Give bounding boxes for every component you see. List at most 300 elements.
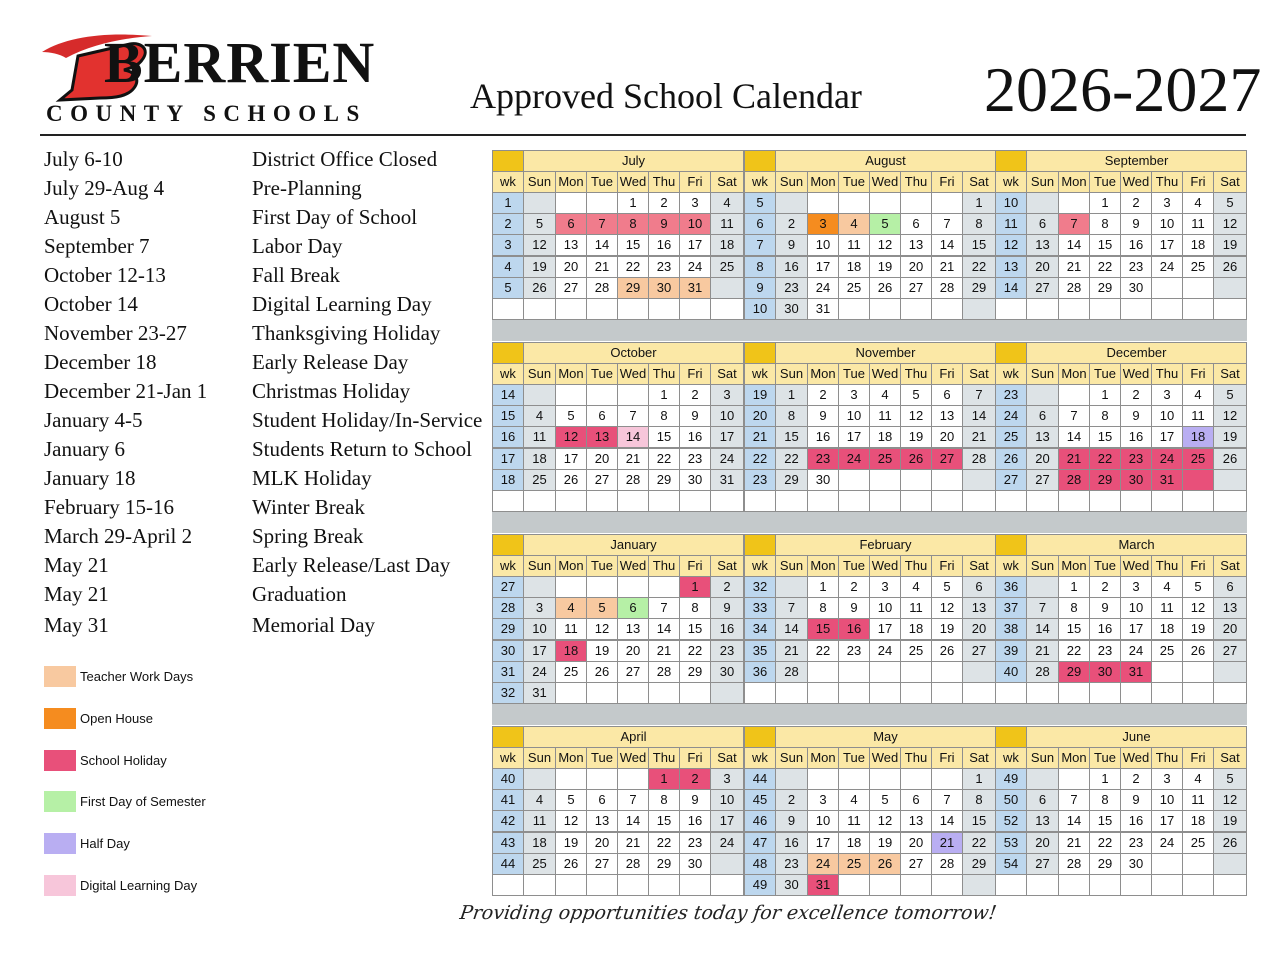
day-header: Thu xyxy=(1151,363,1183,385)
day-cell xyxy=(869,469,901,491)
day-cell: 3 xyxy=(710,384,744,406)
day-cell: 2 xyxy=(1089,576,1121,598)
day-cell: 14 xyxy=(648,618,680,640)
week-number: 14 xyxy=(492,384,524,406)
day-header: Wed xyxy=(1120,171,1152,193)
wk-column-header xyxy=(995,342,1027,364)
day-cell xyxy=(1120,682,1152,704)
week-number: 50 xyxy=(995,789,1027,811)
event-row xyxy=(44,204,484,232)
day-cell xyxy=(931,490,963,512)
day-cell: 5 xyxy=(900,384,932,406)
day-header: Fri xyxy=(679,171,711,193)
day-cell: 22 xyxy=(1089,256,1121,278)
day-header: Sun xyxy=(523,747,556,769)
day-cell: 15 xyxy=(679,618,711,640)
day-cell: 21 xyxy=(1058,448,1090,470)
week-number: 34 xyxy=(744,618,776,640)
event-name: MLK Holiday xyxy=(252,466,372,490)
day-cell xyxy=(523,874,556,896)
day-cell: 29 xyxy=(1089,469,1121,491)
day-header: Thu xyxy=(1151,171,1183,193)
day-cell: 5 xyxy=(555,405,587,427)
day-cell: 1 xyxy=(1089,768,1121,790)
day-cell: 25 xyxy=(1151,640,1183,662)
day-cell xyxy=(1089,298,1121,320)
day-cell: 29 xyxy=(1058,661,1090,683)
day-cell: 27 xyxy=(555,277,587,299)
day-cell: 23 xyxy=(679,832,711,854)
day-cell: 6 xyxy=(900,213,932,235)
day-header: Wed xyxy=(869,555,901,577)
week-number: 49 xyxy=(995,768,1027,790)
day-cell: 31 xyxy=(523,682,556,704)
day-cell xyxy=(807,661,839,683)
day-cell: 29 xyxy=(962,853,996,875)
day-cell: 18 xyxy=(710,234,744,256)
day-cell: 19 xyxy=(900,426,932,448)
day-cell: 6 xyxy=(586,789,618,811)
day-header: Tue xyxy=(1089,555,1121,577)
day-cell xyxy=(869,661,901,683)
week-number: 12 xyxy=(995,234,1027,256)
day-cell: 18 xyxy=(1151,618,1183,640)
day-cell: 4 xyxy=(710,192,744,214)
day-header: wk xyxy=(744,171,776,193)
month-name: August xyxy=(775,150,996,172)
day-cell: 21 xyxy=(931,256,963,278)
event-row xyxy=(44,233,484,261)
day-header: wk xyxy=(492,363,524,385)
day-cell: 25 xyxy=(1182,448,1214,470)
day-cell xyxy=(586,298,618,320)
day-cell: 20 xyxy=(1026,448,1059,470)
day-header: Mon xyxy=(807,555,839,577)
day-cell: 19 xyxy=(1182,618,1214,640)
day-cell: 12 xyxy=(869,810,901,832)
day-cell: 28 xyxy=(1058,853,1090,875)
day-cell: 29 xyxy=(962,277,996,299)
day-cell xyxy=(1213,469,1247,491)
day-header: Wed xyxy=(869,363,901,385)
day-cell: 22 xyxy=(1089,448,1121,470)
day-cell: 6 xyxy=(586,405,618,427)
logo-name: BERRIEN xyxy=(104,30,376,95)
day-cell: 28 xyxy=(1058,277,1090,299)
day-cell xyxy=(679,298,711,320)
day-cell: 24 xyxy=(710,448,744,470)
week-number: 13 xyxy=(995,256,1027,278)
week-number: 11 xyxy=(995,213,1027,235)
event-row xyxy=(44,146,484,174)
day-cell xyxy=(1089,490,1121,512)
day-header: Sun xyxy=(523,171,556,193)
day-cell: 8 xyxy=(1089,789,1121,811)
day-cell: 8 xyxy=(648,405,680,427)
day-cell: 8 xyxy=(775,405,808,427)
wk-column-header xyxy=(744,534,776,556)
day-cell: 27 xyxy=(962,640,996,662)
day-header: Fri xyxy=(1182,363,1214,385)
day-cell: 25 xyxy=(710,256,744,278)
day-cell xyxy=(931,874,963,896)
day-cell: 19 xyxy=(869,256,901,278)
day-cell: 15 xyxy=(962,810,996,832)
day-cell xyxy=(838,298,870,320)
day-cell: 20 xyxy=(900,256,932,278)
day-cell: 13 xyxy=(617,618,649,640)
day-cell: 5 xyxy=(523,213,556,235)
day-cell: 28 xyxy=(617,469,649,491)
day-cell: 4 xyxy=(1182,768,1214,790)
day-cell: 26 xyxy=(586,661,618,683)
day-header: Sat xyxy=(1213,363,1247,385)
event-date: July 6-10 xyxy=(44,147,123,171)
event-name: Early Release/Last Day xyxy=(252,553,451,577)
day-cell: 30 xyxy=(1089,661,1121,683)
day-header: Sat xyxy=(962,363,996,385)
legend-swatch xyxy=(44,708,76,729)
day-cell xyxy=(523,768,556,790)
day-header: Mon xyxy=(807,363,839,385)
day-cell: 15 xyxy=(648,426,680,448)
day-header: Tue xyxy=(1089,171,1121,193)
day-cell: 23 xyxy=(1120,448,1152,470)
day-cell: 10 xyxy=(710,789,744,811)
day-cell: 14 xyxy=(775,618,808,640)
day-header: Fri xyxy=(931,555,963,577)
day-cell: 3 xyxy=(838,384,870,406)
day-cell: 23 xyxy=(1120,832,1152,854)
day-cell: 7 xyxy=(1058,789,1090,811)
day-cell xyxy=(710,853,744,875)
day-cell xyxy=(1182,874,1214,896)
day-header: Thu xyxy=(900,555,932,577)
day-cell: 17 xyxy=(523,640,556,662)
week-number: 9 xyxy=(744,277,776,299)
day-cell xyxy=(1120,874,1152,896)
day-cell: 27 xyxy=(1026,277,1059,299)
week-number: 33 xyxy=(744,597,776,619)
day-cell: 18 xyxy=(523,448,556,470)
day-cell: 21 xyxy=(617,448,649,470)
day-cell: 30 xyxy=(775,874,808,896)
day-cell xyxy=(1026,576,1059,598)
day-cell xyxy=(1182,661,1214,683)
week-number: 41 xyxy=(492,789,524,811)
week-number: 16 xyxy=(492,426,524,448)
day-header: Sun xyxy=(1026,363,1059,385)
day-cell: 29 xyxy=(775,469,808,491)
day-cell: 10 xyxy=(1151,213,1183,235)
week-number: 19 xyxy=(744,384,776,406)
event-date: January 4-5 xyxy=(44,408,143,432)
day-cell xyxy=(807,682,839,704)
day-cell: 26 xyxy=(1182,640,1214,662)
day-cell: 7 xyxy=(617,789,649,811)
day-cell xyxy=(1089,874,1121,896)
day-cell: 11 xyxy=(1182,405,1214,427)
day-cell: 26 xyxy=(555,469,587,491)
day-cell: 20 xyxy=(1213,618,1247,640)
week-number: 23 xyxy=(744,469,776,491)
day-cell xyxy=(869,874,901,896)
day-cell: 27 xyxy=(617,661,649,683)
day-cell: 23 xyxy=(807,448,839,470)
day-cell: 18 xyxy=(869,426,901,448)
day-cell: 2 xyxy=(807,384,839,406)
day-cell xyxy=(555,192,587,214)
day-cell: 25 xyxy=(523,469,556,491)
day-cell xyxy=(586,576,618,598)
day-cell: 4 xyxy=(1151,576,1183,598)
event-row xyxy=(44,581,484,609)
event-date: May 21 xyxy=(44,582,109,606)
day-header: Thu xyxy=(648,171,680,193)
day-cell: 5 xyxy=(555,789,587,811)
event-name: Christmas Holiday xyxy=(252,379,411,403)
day-cell: 14 xyxy=(1058,234,1090,256)
wk-column-header xyxy=(744,150,776,172)
day-cell: 1 xyxy=(617,192,649,214)
day-cell xyxy=(1058,298,1090,320)
event-date: November 23-27 xyxy=(44,321,187,345)
week-number: 26 xyxy=(995,448,1027,470)
day-cell: 16 xyxy=(679,810,711,832)
event-row xyxy=(44,291,484,319)
day-cell: 26 xyxy=(931,640,963,662)
day-cell xyxy=(679,490,711,512)
day-cell xyxy=(1026,874,1059,896)
week-number: 32 xyxy=(744,576,776,598)
day-cell: 23 xyxy=(775,277,808,299)
event-row xyxy=(44,465,484,493)
day-cell: 10 xyxy=(1151,789,1183,811)
day-header: Sat xyxy=(710,747,744,769)
day-cell: 30 xyxy=(1120,853,1152,875)
event-row xyxy=(44,552,484,580)
day-cell: 25 xyxy=(869,448,901,470)
day-cell xyxy=(1213,277,1247,299)
wk-column-header xyxy=(995,726,1027,748)
week-number: 10 xyxy=(995,192,1027,214)
week-number xyxy=(995,490,1027,512)
event-name: Spring Break xyxy=(252,524,364,548)
day-cell: 23 xyxy=(1089,640,1121,662)
day-cell: 4 xyxy=(838,789,870,811)
day-header: Wed xyxy=(1120,555,1152,577)
day-header: Fri xyxy=(931,363,963,385)
day-cell xyxy=(775,192,808,214)
day-cell xyxy=(523,298,556,320)
day-cell: 13 xyxy=(586,810,618,832)
day-cell: 16 xyxy=(775,256,808,278)
day-cell: 18 xyxy=(1182,810,1214,832)
wk-column-header xyxy=(995,534,1027,556)
day-header: Mon xyxy=(1058,747,1090,769)
day-cell: 17 xyxy=(679,234,711,256)
day-cell: 17 xyxy=(807,832,839,854)
day-header: Mon xyxy=(555,555,587,577)
day-header: Tue xyxy=(838,555,870,577)
day-cell: 17 xyxy=(710,810,744,832)
day-header: Tue xyxy=(586,555,618,577)
event-date: May 31 xyxy=(44,613,109,637)
day-cell: 27 xyxy=(1026,469,1059,491)
day-cell: 10 xyxy=(1120,597,1152,619)
week-number: 8 xyxy=(744,256,776,278)
event-date: December 21-Jan 1 xyxy=(44,379,208,403)
event-date: October 14 xyxy=(44,292,138,316)
day-cell: 24 xyxy=(1151,448,1183,470)
day-cell: 9 xyxy=(679,405,711,427)
day-cell: 15 xyxy=(617,234,649,256)
day-header: wk xyxy=(744,555,776,577)
day-cell: 27 xyxy=(931,448,963,470)
week-number: 35 xyxy=(744,640,776,662)
day-cell: 30 xyxy=(710,661,744,683)
day-cell: 17 xyxy=(1151,810,1183,832)
week-number: 47 xyxy=(744,832,776,854)
day-cell xyxy=(555,384,587,406)
day-header: Sun xyxy=(1026,171,1059,193)
day-cell: 12 xyxy=(555,810,587,832)
week-number: 23 xyxy=(995,384,1027,406)
day-cell xyxy=(617,298,649,320)
day-cell: 22 xyxy=(962,256,996,278)
week-number: 31 xyxy=(492,661,524,683)
day-cell xyxy=(775,682,808,704)
day-header: Thu xyxy=(900,363,932,385)
event-row xyxy=(44,262,484,290)
legend-swatch xyxy=(44,750,76,771)
day-cell xyxy=(648,298,680,320)
day-cell: 25 xyxy=(838,277,870,299)
month-name: April xyxy=(523,726,744,748)
event-name: Graduation xyxy=(252,582,347,606)
day-cell: 28 xyxy=(617,853,649,875)
day-cell: 13 xyxy=(900,810,932,832)
day-cell: 10 xyxy=(869,597,901,619)
day-cell: 8 xyxy=(962,213,996,235)
day-cell xyxy=(710,298,744,320)
week-number: 3 xyxy=(492,234,524,256)
day-cell: 31 xyxy=(807,874,839,896)
day-cell xyxy=(617,768,649,790)
event-row xyxy=(44,175,484,203)
week-number: 1 xyxy=(492,192,524,214)
day-cell: 9 xyxy=(679,789,711,811)
day-cell: 30 xyxy=(679,469,711,491)
day-cell: 24 xyxy=(807,277,839,299)
week-number: 53 xyxy=(995,832,1027,854)
day-cell: 19 xyxy=(555,832,587,854)
day-cell: 9 xyxy=(1089,597,1121,619)
day-cell xyxy=(962,490,996,512)
day-cell: 6 xyxy=(1026,213,1059,235)
week-number: 44 xyxy=(744,768,776,790)
day-cell: 13 xyxy=(1026,810,1059,832)
day-cell: 24 xyxy=(710,832,744,854)
day-header: Tue xyxy=(838,363,870,385)
day-cell: 9 xyxy=(710,597,744,619)
day-cell xyxy=(1213,682,1247,704)
day-cell: 22 xyxy=(775,448,808,470)
day-cell xyxy=(1026,384,1059,406)
day-header: wk xyxy=(995,747,1027,769)
event-name: Digital Learning Day xyxy=(252,292,432,316)
day-cell: 8 xyxy=(962,789,996,811)
event-name: First Day of School xyxy=(252,205,418,229)
day-cell xyxy=(1182,490,1214,512)
day-cell xyxy=(1213,490,1247,512)
day-header: Thu xyxy=(900,747,932,769)
day-cell: 11 xyxy=(1182,213,1214,235)
day-cell: 15 xyxy=(1089,810,1121,832)
day-cell: 9 xyxy=(1120,789,1152,811)
event-name: Winter Break xyxy=(252,495,365,519)
legend-label: School Holiday xyxy=(80,752,167,768)
day-cell: 25 xyxy=(1182,832,1214,854)
month-name: June xyxy=(1026,726,1247,748)
month-name: November xyxy=(775,342,996,364)
event-name: Early Release Day xyxy=(252,350,409,374)
day-cell: 24 xyxy=(807,853,839,875)
day-cell xyxy=(1058,768,1090,790)
day-cell: 7 xyxy=(775,597,808,619)
day-header: Thu xyxy=(648,555,680,577)
day-cell: 18 xyxy=(1182,234,1214,256)
legend-label: Half Day xyxy=(80,836,130,852)
day-cell: 7 xyxy=(1058,213,1090,235)
day-cell: 18 xyxy=(555,640,587,662)
day-cell: 21 xyxy=(775,640,808,662)
day-header: Sun xyxy=(775,747,808,769)
day-cell: 22 xyxy=(679,640,711,662)
day-cell xyxy=(869,682,901,704)
day-cell: 5 xyxy=(1213,768,1247,790)
day-cell: 23 xyxy=(648,256,680,278)
day-cell: 20 xyxy=(586,448,618,470)
day-header: Thu xyxy=(900,171,932,193)
day-header: Mon xyxy=(1058,363,1090,385)
day-cell: 3 xyxy=(679,192,711,214)
day-cell: 28 xyxy=(775,661,808,683)
day-cell: 8 xyxy=(1089,213,1121,235)
week-number: 27 xyxy=(492,576,524,598)
legend-swatch xyxy=(44,791,76,812)
day-cell: 16 xyxy=(679,426,711,448)
day-cell: 8 xyxy=(807,597,839,619)
week-number xyxy=(995,874,1027,896)
day-cell: 11 xyxy=(523,810,556,832)
day-cell: 5 xyxy=(586,597,618,619)
day-cell xyxy=(1182,277,1214,299)
day-cell: 6 xyxy=(900,789,932,811)
week-number: 46 xyxy=(744,810,776,832)
day-cell: 26 xyxy=(523,277,556,299)
day-cell: 1 xyxy=(962,768,996,790)
day-header: Fri xyxy=(1182,747,1214,769)
day-cell: 1 xyxy=(775,384,808,406)
day-cell: 14 xyxy=(617,810,649,832)
week-number xyxy=(492,298,524,320)
day-cell: 20 xyxy=(900,832,932,854)
day-cell: 21 xyxy=(648,640,680,662)
week-number xyxy=(744,490,776,512)
week-number: 38 xyxy=(995,618,1027,640)
day-cell: 24 xyxy=(869,640,901,662)
